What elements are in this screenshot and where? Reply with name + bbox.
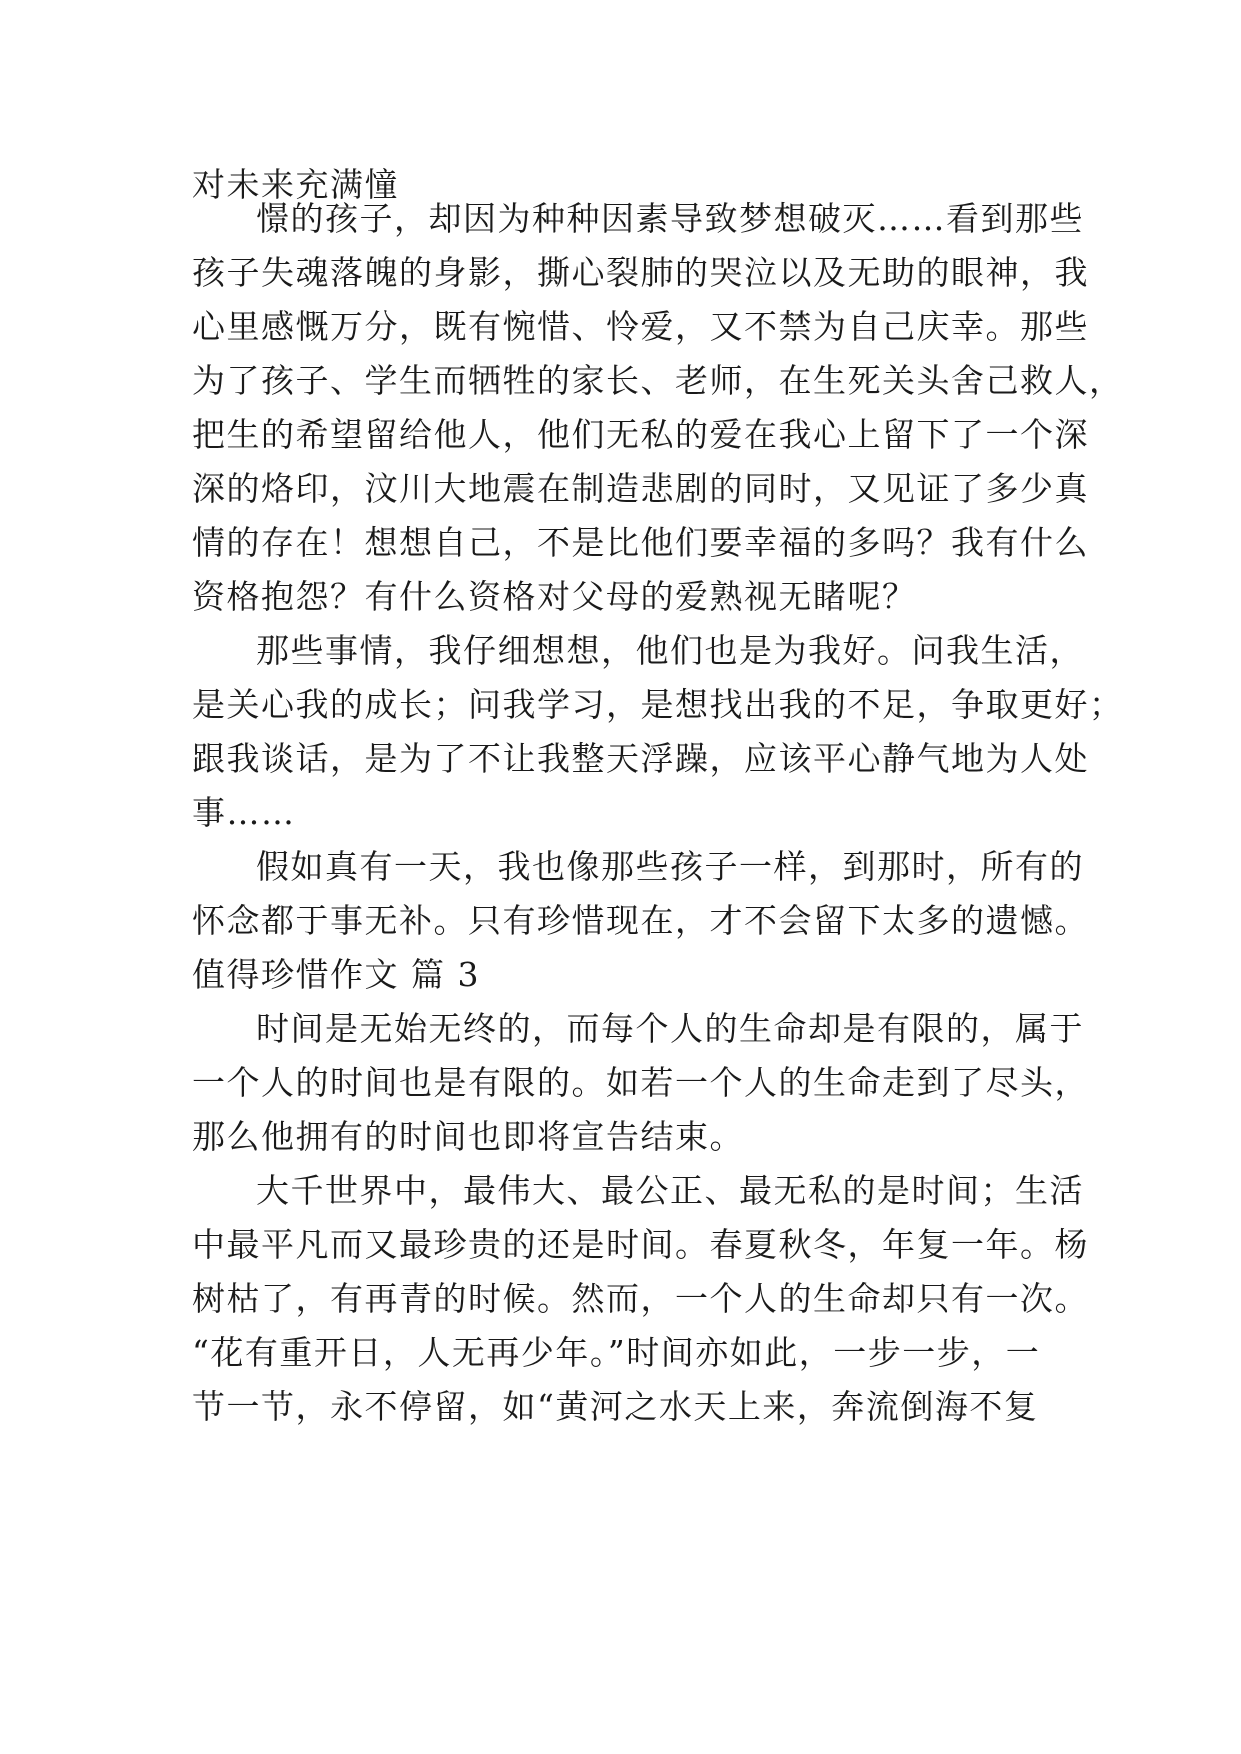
text-line: 树枯了，有再青的时候。然而，一个人的生命却只有一次。 [192, 1279, 1089, 1318]
text-line: 事…… [192, 793, 296, 832]
text-line: 为了孩子、学生而牺牲的家长、老师，在生死关头舍己救人， [192, 361, 1124, 400]
paragraph-start-line: 憬的孩子，却因为种种因素导致梦想破灭……看到那些 [256, 199, 1084, 238]
paragraph-start-line: 假如真有一天，我也像那些孩子一样，到那时，所有的 [256, 847, 1084, 886]
text-line: 跟我谈话，是为了不让我整天浮躁，应该平心静气地为人处 [192, 739, 1089, 778]
text-line: 那么他拥有的时间也即将宣告结束。 [192, 1117, 744, 1156]
text-line: 怀念都于事无补。只有珍惜现在，才不会留下太多的遗憾。 [192, 901, 1089, 940]
text-line: 情的存在！想想自己，不是比他们要幸福的多吗？我有什么 [192, 523, 1089, 562]
paragraph-start-line: 那些事情，我仔细想想，他们也是为我好。问我生活， [256, 631, 1084, 670]
text-line: 孩子失魂落魄的身影，撕心裂肺的哭泣以及无助的眼神，我 [192, 253, 1089, 292]
paragraph-start-line: 时间是无始无终的，而每个人的生命却是有限的，属于 [256, 1009, 1084, 1048]
text-line: 心里感慨万分，既有惋惜、怜爱，又不禁为自己庆幸。那些 [192, 307, 1089, 346]
text-line: 节一节，永不停留，如“黄河之水天上来，奔流倒海不复 [192, 1387, 1039, 1426]
text-line: 深的烙印，汶川大地震在制造悲剧的同时，又见证了多少真 [192, 469, 1089, 508]
text-line: 资格抱怨？有什么资格对父母的爱熟视无睹呢？ [192, 577, 917, 616]
section-heading: 值得珍惜作文 篇 3 [192, 955, 480, 994]
paragraph-start-line: 大千世界中，最伟大、最公正、最无私的是时间；生活 [256, 1171, 1084, 1210]
text-line: 一个人的时间也是有限的。如若一个人的生命走到了尽头， [192, 1063, 1089, 1102]
text-line: “花有重开日，人无再少年。”时间亦如此，一步一步，一 [192, 1333, 1041, 1372]
text-line: 是关心我的成长；问我学习，是想找出我的不足，争取更好； [192, 685, 1124, 724]
text-line: 把生的希望留给他人，他们无私的爱在我心上留下了一个深 [192, 415, 1089, 454]
text-line: 对未来充满憧 [192, 165, 399, 204]
text-line: 中最平凡而又最珍贵的还是时间。春夏秋冬，年复一年。杨 [192, 1225, 1089, 1264]
